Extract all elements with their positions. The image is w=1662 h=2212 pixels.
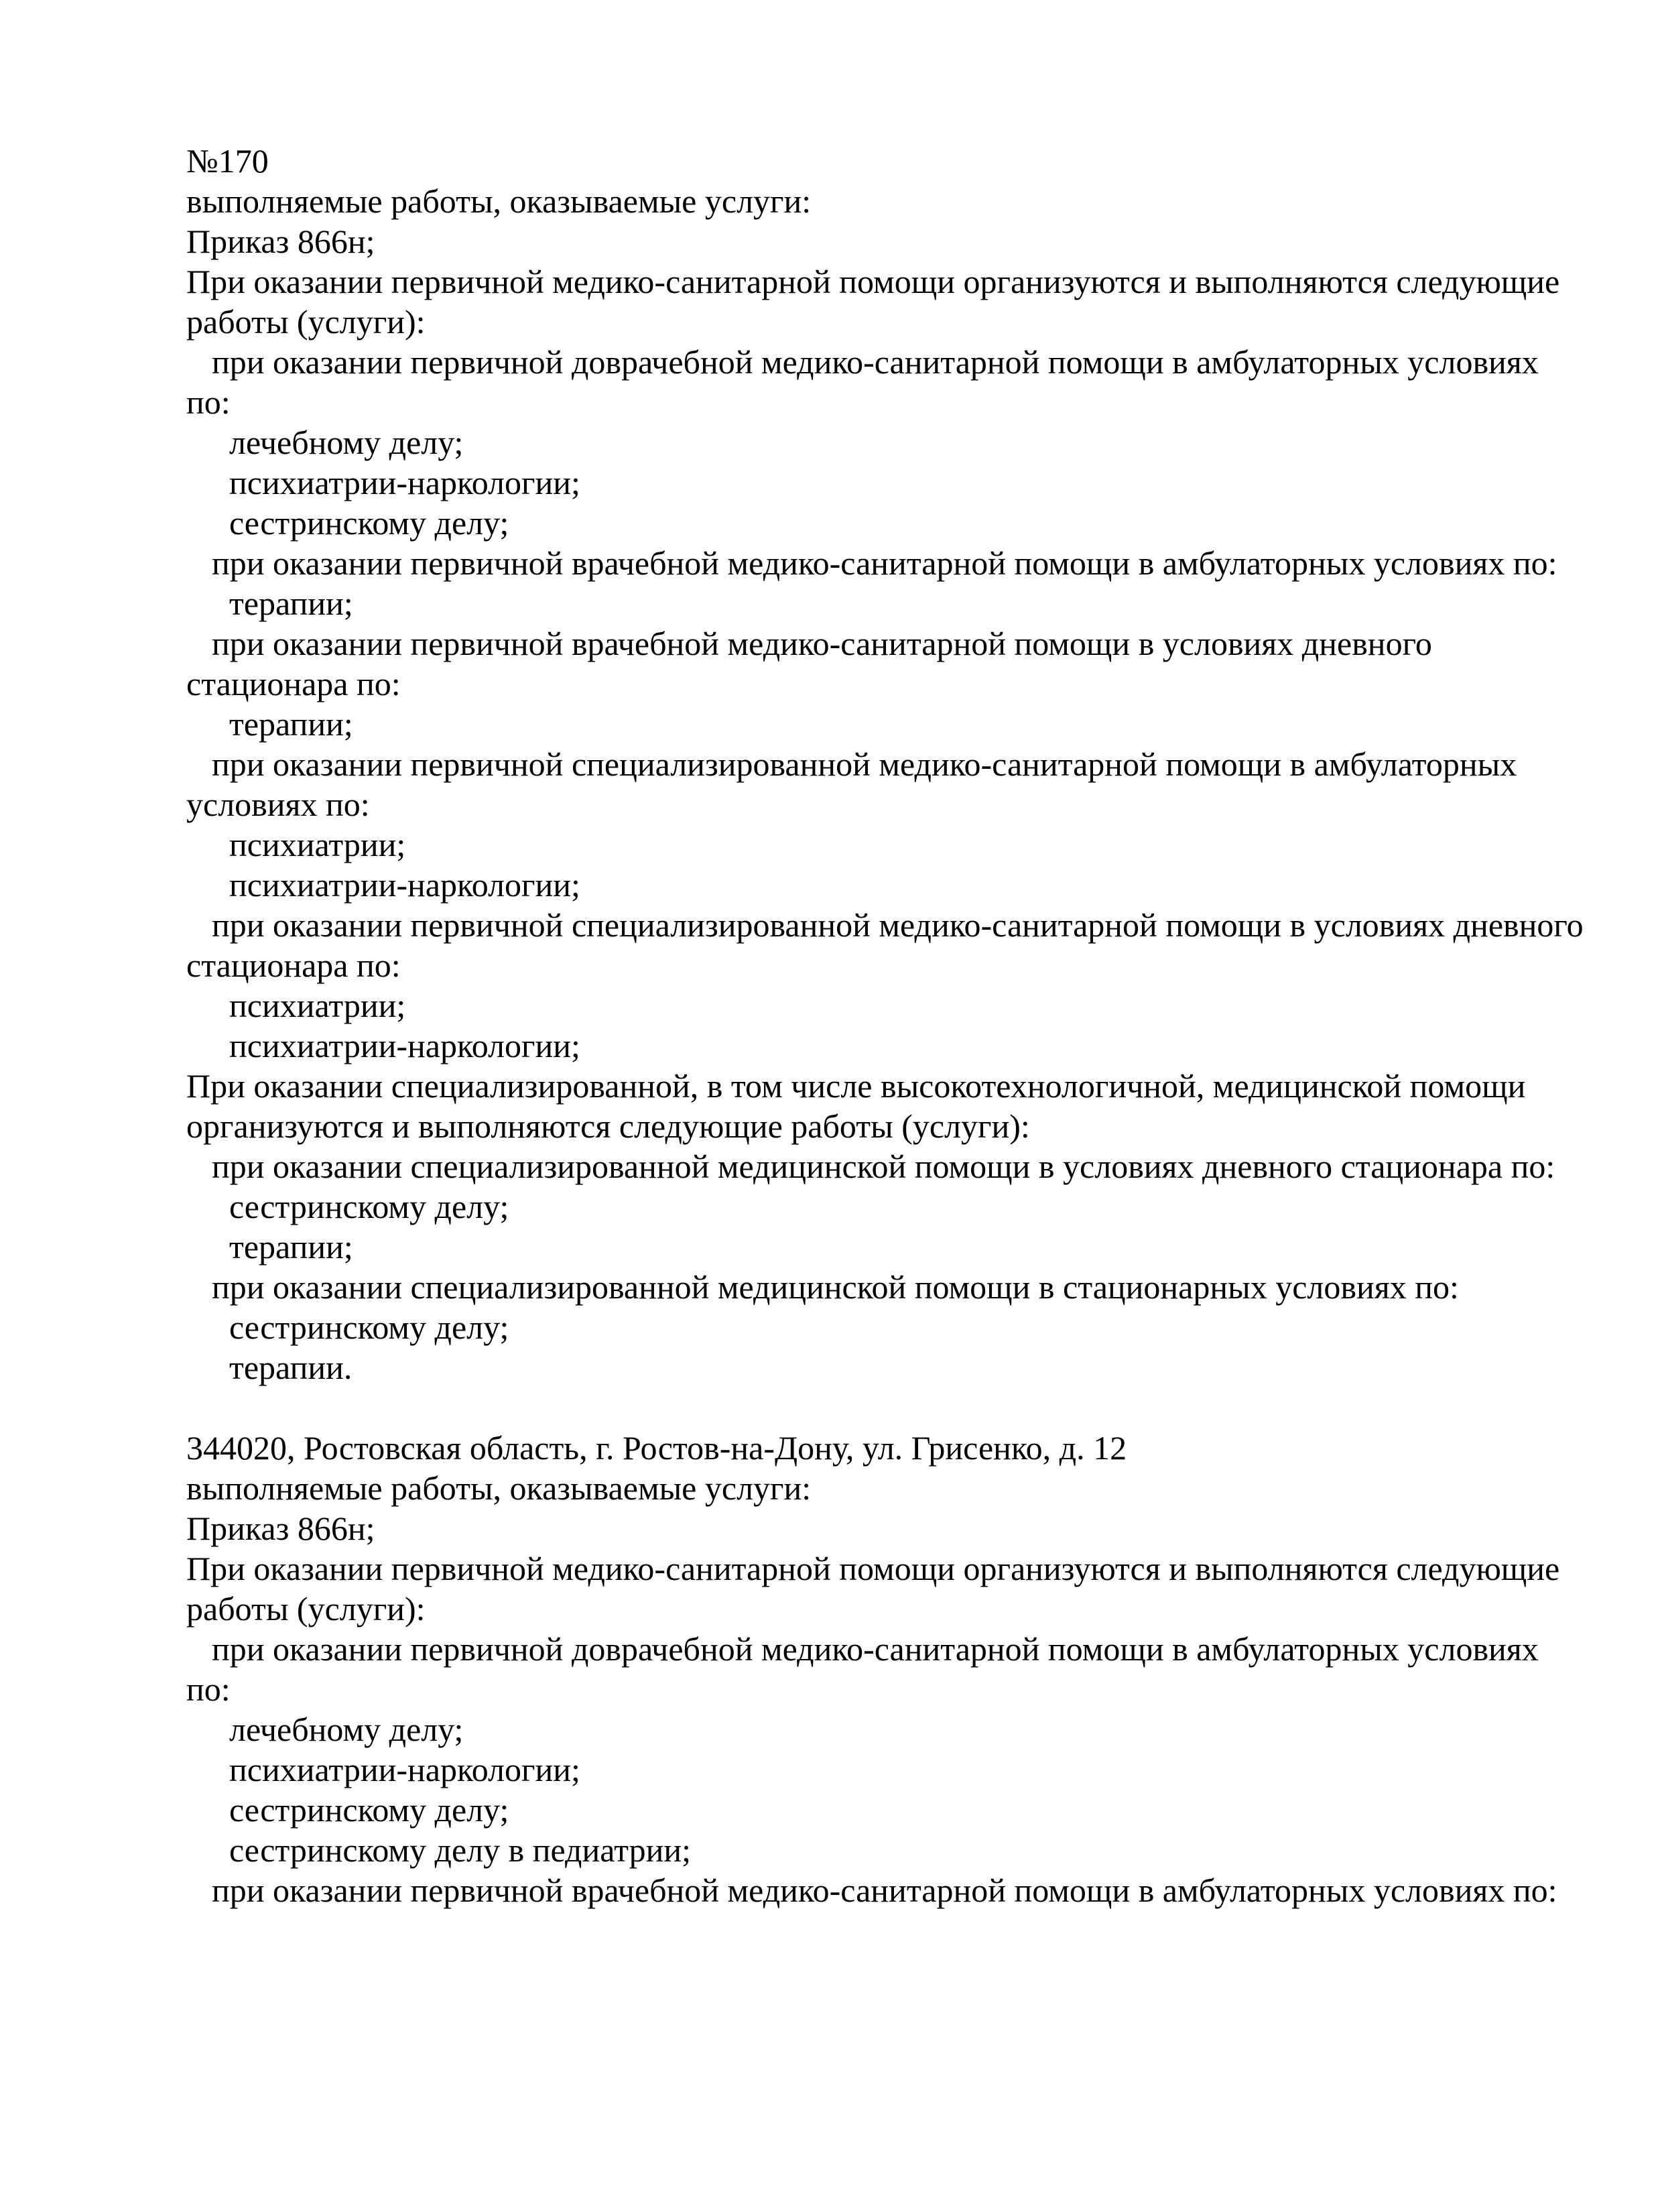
text-line: Приказ 866н; [186, 223, 375, 260]
text-line: стационара по: [186, 946, 401, 984]
text-line: по: [186, 1670, 231, 1708]
text-line: При оказании первичной медико-санитарной помощи организуются и выполняются следующие [186, 263, 1560, 300]
text-line: при оказании специализированной медицинской помощи в условиях дневного стационара по: [212, 1148, 1555, 1185]
text-line: Приказ 866н; [186, 1510, 375, 1547]
text-line: работы (услуги): [186, 303, 426, 341]
text-line: сестринскому делу; [229, 1188, 509, 1225]
license-text-block [186, 141, 1634, 1910]
text-line: сестринскому делу; [229, 504, 509, 542]
text-line: при оказании первичной доврачебной медико-санитарной помощи в амбулаторных условиях [212, 343, 1539, 381]
text-line: сестринскому делу; [229, 1791, 509, 1829]
text-line: при оказании первичной врачебной медико-санитарной помощи в амбулаторных условиях по: [212, 544, 1557, 582]
text-line: психиатрии-наркологии; [229, 866, 580, 904]
text-line: условиях по: [186, 786, 370, 823]
text-line: работы (услуги): [186, 1590, 426, 1627]
text-line: При оказании специализированной, в том числе высокотехнологичной, медицинской помощи [186, 1067, 1526, 1105]
text-line: психиатрии; [229, 987, 406, 1024]
text-line: по: [186, 383, 231, 421]
text-line: организуются и выполняются следующие работы (услуги): [186, 1107, 1030, 1145]
text-line: при оказании специализированной медицинской помощи в стационарных условиях по: [212, 1268, 1459, 1306]
text-line: лечебному делу; [229, 424, 464, 461]
text-line: выполняемые работы, оказываемые услуги: [186, 1469, 812, 1507]
text-line: психиатрии-наркологии; [229, 1027, 580, 1064]
text-line: При оказании первичной медико-санитарной помощи организуются и выполняются следующие [186, 1550, 1560, 1587]
address-line: 344020, Ростовская область, г. Ростов-на-Дону, ул. Грисенко, д. 12 [186, 1429, 1127, 1467]
text-line: стационара по: [186, 665, 401, 702]
text-line: терапии. [229, 1349, 353, 1386]
text-line: сестринскому делу в педиатрии; [229, 1831, 691, 1869]
text-line: сестринскому делу; [229, 1308, 509, 1346]
text-line: при оказании первичной специализированной медико-санитарной помощи в условиях дневного [212, 906, 1584, 944]
license-number-line: №170 [186, 142, 269, 180]
text-line: при оказании первичной специализированной медико-санитарной помощи в амбулаторных [212, 745, 1517, 783]
text-line: психиатрии; [229, 826, 406, 863]
text-line: терапии; [229, 705, 353, 743]
text-line: лечебному делу; [229, 1711, 464, 1748]
text-line: выполняемые работы, оказываемые услуги: [186, 182, 812, 220]
text-line: терапии; [229, 1228, 353, 1266]
text-line: психиатрии-наркологии; [229, 1751, 580, 1788]
text-line: психиатрии-наркологии; [229, 464, 580, 501]
blank-line [186, 1388, 1634, 1428]
text-line: при оказании первичной доврачебной медико-санитарной помощи в амбулаторных условиях [212, 1630, 1539, 1668]
text-line: при оказании первичной врачебной медико-санитарной помощи в условиях дневного [212, 625, 1432, 662]
text-line: терапии; [229, 585, 353, 622]
text-line: при оказании первичной врачебной медико-санитарной помощи в амбулаторных условиях по: [212, 1871, 1557, 1909]
